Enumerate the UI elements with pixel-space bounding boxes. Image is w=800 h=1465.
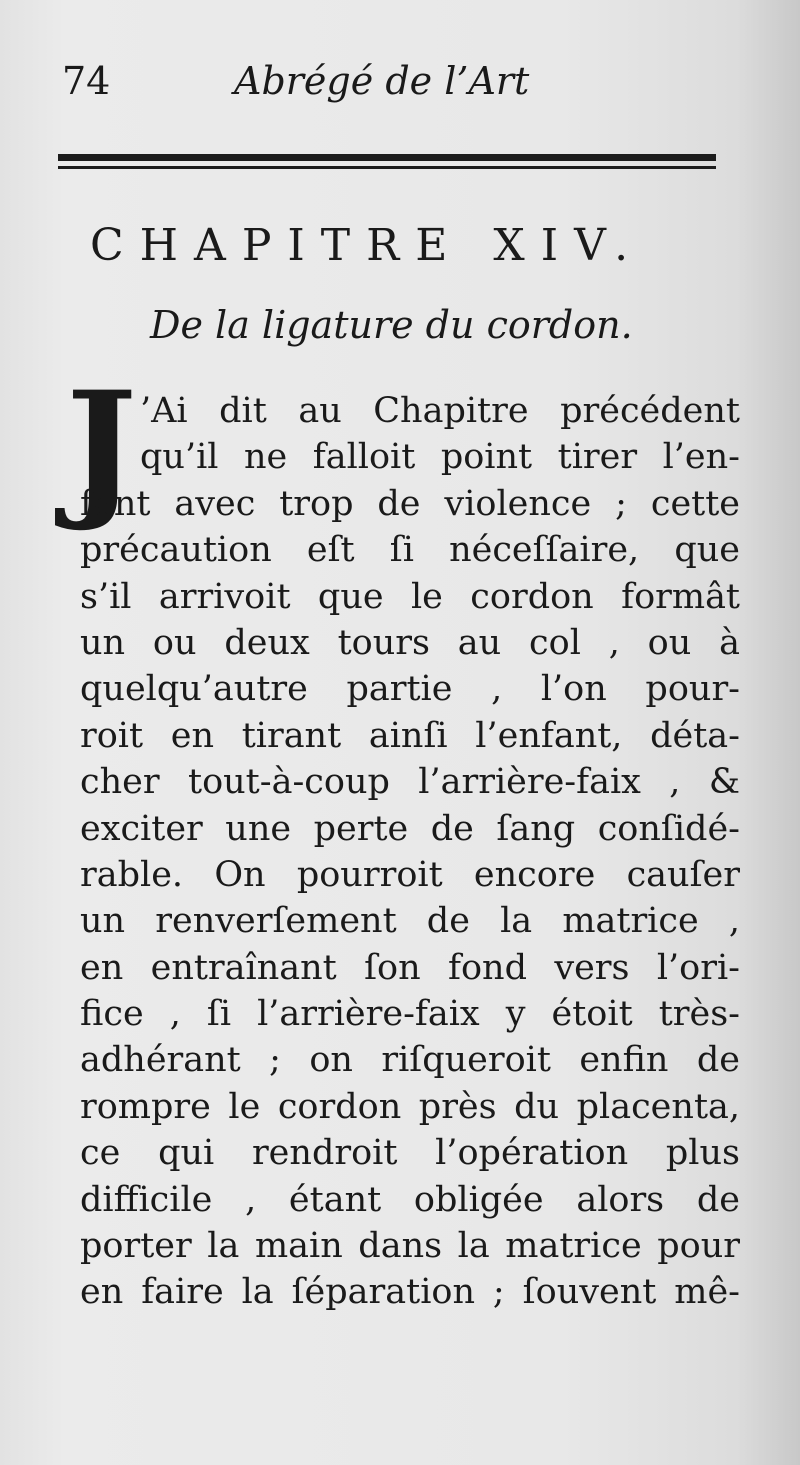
chapter-title: CHAPITRE XIV.: [90, 220, 645, 271]
rule-thin-line: [58, 166, 716, 169]
text-line: fant avec trop de violence ; cette: [80, 483, 740, 524]
text-line: un ou deux tours au col , ou à: [80, 622, 740, 663]
text-line: porter la main dans la matrice pour: [80, 1226, 740, 1267]
rule-thick-line: [58, 154, 716, 161]
text-line: en entraînant ſon fond vers l’ori-: [80, 947, 740, 988]
text-line: s’il arrivoit que le cordon formât: [80, 576, 740, 617]
text-line: en faire la ſéparation ; ſouvent mê-: [80, 1272, 740, 1313]
text-line: rable. On pourroit encore cauſer: [80, 854, 740, 895]
text-line: quelqu’autre partie , l’on pour-: [80, 669, 740, 710]
body-text: [80, 388, 740, 1316]
text-line: qu’il ne falloit point tirer l’en-: [140, 437, 740, 478]
drop-cap: J: [66, 359, 137, 535]
text-line: rompre le cordon près du placenta,: [80, 1086, 740, 1127]
text-line: fice , ſi l’arrière-faix y étoit très-: [80, 994, 740, 1035]
text-line: roit en tirant ainſi l’enfant, déta-: [80, 715, 740, 756]
text-line: un renverſement de la matrice ,: [80, 901, 740, 942]
chapter-subtitle: De la ligature du cordon.: [150, 303, 633, 347]
page-header: [62, 58, 722, 108]
text-line: ce qui rendroit l’opération plus: [80, 1133, 740, 1174]
text-line: ’Ai dit au Chapitre précédent: [140, 391, 740, 431]
text-line: adhérant ; on riſqueroit enfin de: [80, 1040, 740, 1081]
page-number: 74: [62, 59, 111, 103]
text-line: difficile , étant obligée alors de: [80, 1179, 740, 1220]
text-line: cher tout-à-coup l’arrière-faix , &: [80, 762, 740, 803]
text-line: précaution eſt ſi néceſſaire, que: [80, 530, 740, 571]
running-title: Abrégé de l’Art: [234, 59, 530, 103]
text-line: exciter une perte de ſang conſidé-: [80, 808, 740, 849]
header-rule: [58, 154, 716, 172]
